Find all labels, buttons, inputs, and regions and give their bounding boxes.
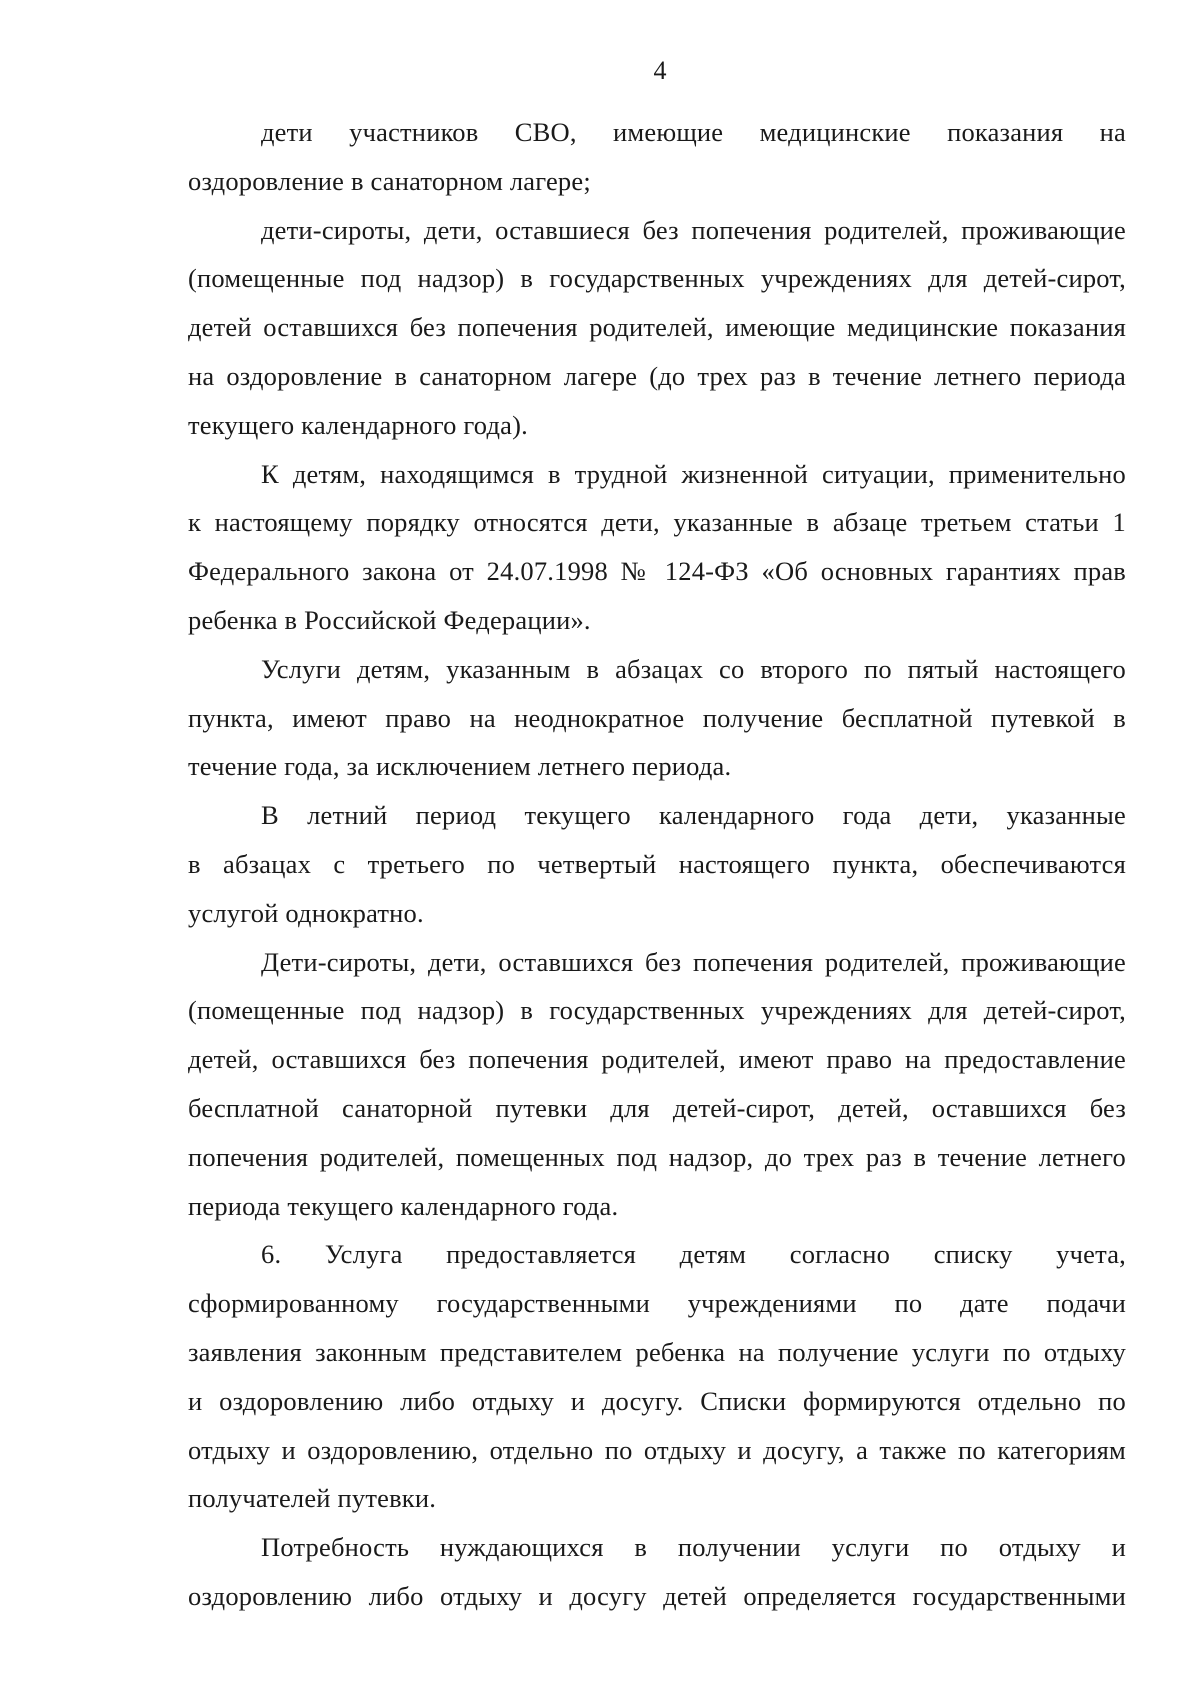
text-line: Дети-сироты, дети, оставшихся без попечения родителей, проживающие [261, 946, 1126, 977]
text-line: получателей путевки. [188, 1483, 437, 1514]
paragraph-orphans-sanatorium [188, 206, 1126, 450]
text-line: оздоровление в санаторном лагере; [188, 165, 591, 196]
document-body [188, 108, 1126, 1621]
text-line: услугой однократно. [188, 897, 424, 928]
paragraph-summer-period [188, 791, 1126, 937]
text-line: заявления законным представителем ребенка на получение услуги по отдыху [188, 1336, 1126, 1367]
text-line: периода текущего календарного года. [188, 1190, 619, 1221]
text-line: бесплатной санаторной путевки для детей-сирот, детей, оставшихся без [188, 1092, 1126, 1123]
text-line: пункта, имеют право на неоднократное получение бесплатной путевкой в [188, 702, 1126, 733]
text-line: В летний период текущего календарного года дети, указанные [261, 800, 1126, 831]
text-line: попечения родителей, помещенных под надзор, до трех раз в течение летнего [188, 1141, 1126, 1172]
text-line: сформированному государственными учреждениями по дате подачи [188, 1288, 1126, 1319]
text-line: Услуги детям, указанным в абзацах со второго по пятый настоящего [261, 653, 1126, 684]
text-line: детей, оставшихся без попечения родителей, имеют право на предоставление [188, 1044, 1126, 1075]
page-number: 4 [653, 56, 667, 85]
paragraph-services-repeated [188, 645, 1126, 791]
text-line: оздоровлению либо отдыху и досугу детей определяется государственными [188, 1580, 1126, 1611]
paragraph-orphans-vouchers [188, 938, 1126, 1231]
text-line: к настоящему порядку относятся дети, указанные в абзаце третьем статьи 1 [188, 507, 1126, 538]
text-line: (помещенные под надзор) в государственных учреждениях для детей-сирот, [188, 263, 1126, 294]
text-line: дети-сироты, дети, оставшиеся без попечения родителей, проживающие [261, 214, 1126, 245]
text-line: течение года, за исключением летнего периода. [188, 751, 732, 782]
text-line: текущего календарного года). [188, 409, 528, 440]
text-line: и оздоровлению либо отдыху и досугу. Списки формируются отдельно по [188, 1385, 1126, 1416]
text-line: на оздоровление в санаторном лагере (до трех раз в течение летнего периода [188, 360, 1126, 391]
text-line: Потребность нуждающихся в получении услуги по отдыху и [261, 1532, 1126, 1563]
text-line: К детям, находящимся в трудной жизненной ситуации, применительно [261, 458, 1126, 489]
text-line: ребенка в Российской Федерации». [188, 604, 591, 635]
paragraph-item-6 [188, 1230, 1126, 1523]
text-line: дети участников СВО, имеющие медицинские показания на [261, 117, 1126, 147]
paragraph-difficult-situation [188, 450, 1126, 645]
text-line: Федерального закона от 24.07.1998 № 124-ФЗ «Об основных гарантиях прав [188, 556, 1126, 587]
paragraph-need-determination [188, 1523, 1126, 1621]
text-line: 6. Услуга предоставляется детям согласно списку учета, [261, 1239, 1126, 1270]
text-line: (помещенные под надзор) в государственных учреждениях для детей-сирот, [188, 995, 1126, 1026]
paragraph-svo-children [188, 108, 1126, 206]
text-line: в абзацах с третьего по четвертый настоящего пункта, обеспечиваются [188, 848, 1126, 879]
text-line: отдыху и оздоровлению, отдельно по отдыху и досугу, а также по категориям [188, 1434, 1126, 1465]
text-line: детей оставшихся без попечения родителей, имеющие медицинские показания [188, 312, 1126, 343]
